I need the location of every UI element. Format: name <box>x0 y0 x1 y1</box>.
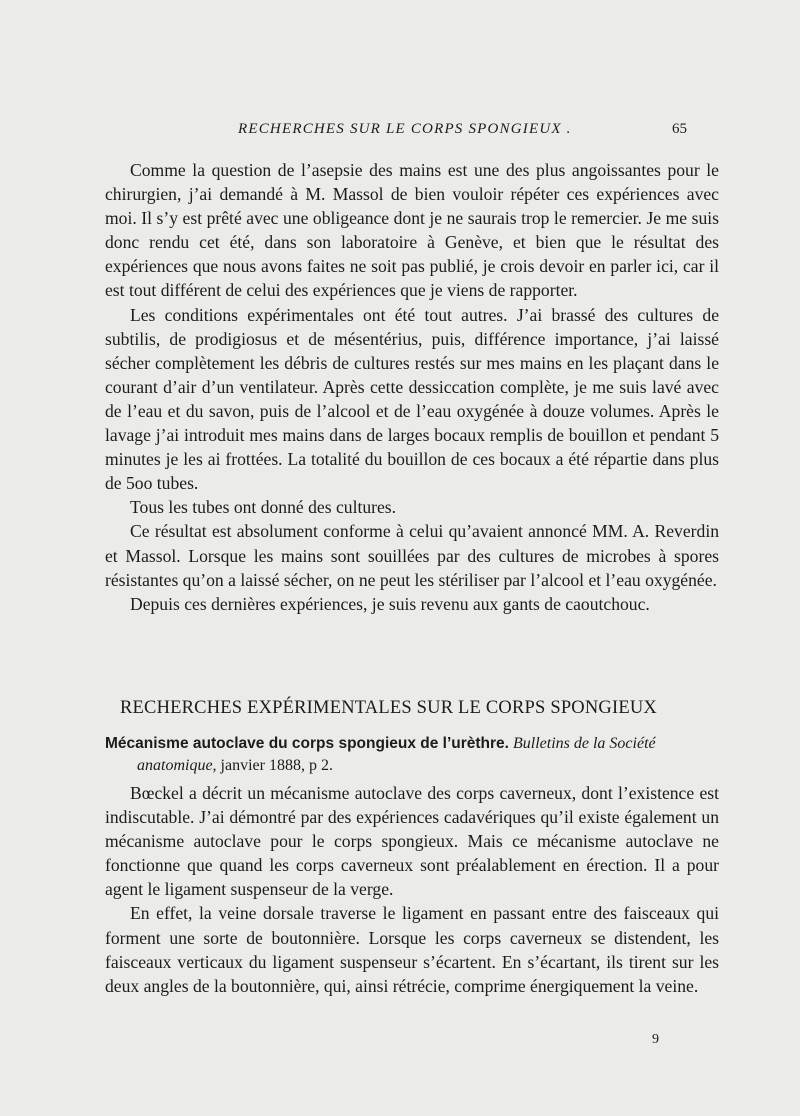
entry-source-cont: anatomique, <box>137 757 217 774</box>
bibliographic-entry <box>105 733 719 777</box>
running-title: RECHERCHES SUR LE CORPS SPONGIEUX . <box>238 121 572 137</box>
paragraph: Comme la question de l’asepsie des mains est une des plus angoissantes pour le chirurgien, j’ai demandé à M. Massol de bien vouloir répéter ces expériences avec moi. Il s’y est prêté avec une obligeance dont je ne saurais trop le remercier. Je me suis donc rendu cet été, dans son laboratoire à Genève, et bien que le résultat des expériences que nous avons faites ne soit pas publié, je crois devoir en parler ici, car il est tout différent de celui des expériences que je viens de rapporter. <box>105 160 719 301</box>
section-heading: RECHERCHES EXPÉRIMENTALES SUR LE CORPS SPONGIEUX <box>120 698 657 718</box>
entry-source: Bulletins de la Société <box>512 735 656 752</box>
paragraph: Depuis ces dernières expériences, je suis revenu aux gants de caoutchouc. <box>130 593 650 614</box>
paragraph: Tous les tubes ont donné des cultures. <box>130 497 397 518</box>
paragraph: Les conditions expérimentales ont été tout autres. J’ai brassé des cultures de subtilis, de prodigiosus et de mésentérius, puis, différence importance, j’ai laissé sécher complètement les débris de cultures restés sur mes mains en les plaçant dans le courant d’air d’un ventilateur. Après cette dessiccation complète, je me suis lavé avec de l’eau et du savon, puis de l’alcool et de l’eau oxygénée à douze volumes. Après le lavage j’ai introduit mes mains dans de larges bocaux remplis de bouillon et pendant 5 minutes je les ai frottées. La totalité du bouillon de ces bocaux a été répartie dans plus de 5oo tubes. <box>105 304 719 494</box>
page-number: 65 <box>672 121 687 137</box>
entry-title: Mécanisme autoclave du corps spongieux de l’urèthre. <box>105 735 509 752</box>
paragraph: Ce résultat est absolument conforme à celui qu’avaient annoncé MM. A. Reverdin et Massol. Lorsque les mains sont souillées par des cultures de microbes à spores résistantes qu’on a laissé sécher, on ne peut les stériliser par l’alcool et l’eau oxygénée. <box>105 521 719 590</box>
signature-mark: 9 <box>652 1032 659 1047</box>
body-text-upper <box>105 158 719 616</box>
paragraph: Bœckel a décrit un mécanisme autoclave des corps caverneux, dont l’existence est indiscutable. J’ai démontré par des expériences cadavériques qu’il existe également un mécanisme autoclave pour le corps spongieux. Mais ce mécanisme autoclave ne fonctionne que quand les corps caverneux sont préalablement en érection. Il a pour agent le ligament suspenseur de la verge. <box>105 783 719 900</box>
body-text-lower <box>105 781 719 998</box>
entry-date: janvier 1888, p 2. <box>220 757 333 774</box>
paragraph: En effet, la veine dorsale traverse le ligament en passant entre des faisceaux qui forment une sorte de boutonnière. Lorsque les corps caverneux se distendent, les faisceaux verticaux du ligament suspenseur s’écartent. En s’écartant, ils tirent sur les deux angles de la boutonnière, qui, ainsi rétrécie, comprime énergiquement la veine. <box>105 903 719 996</box>
